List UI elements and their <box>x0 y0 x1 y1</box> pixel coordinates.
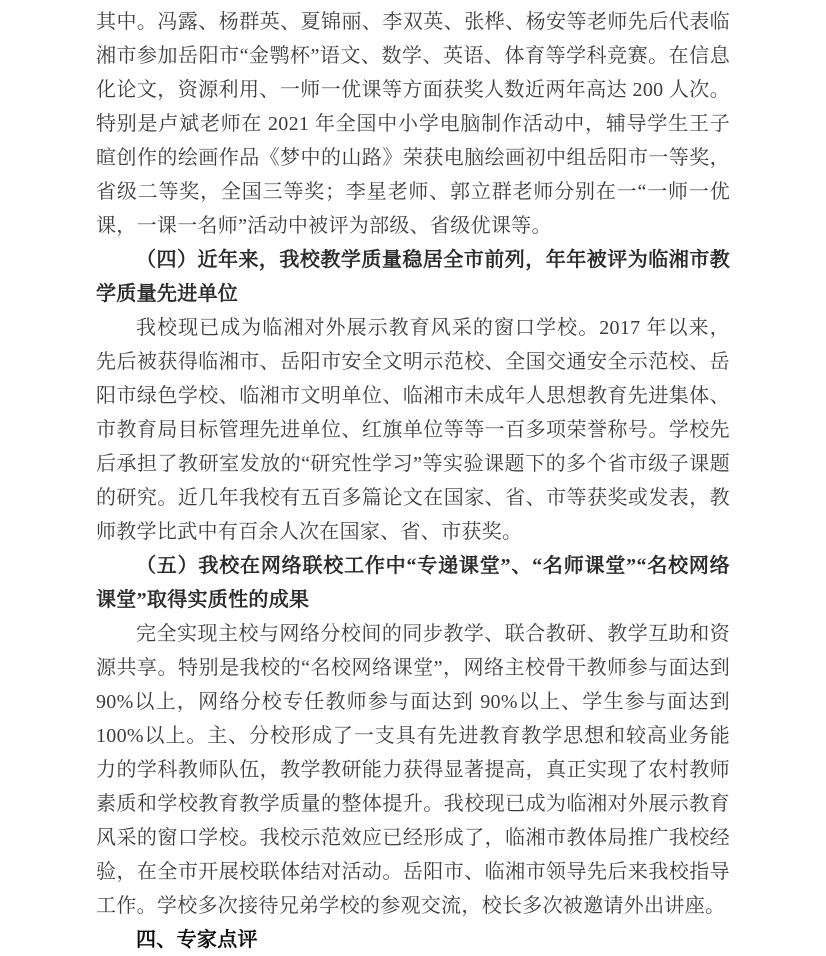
paragraph-school-honors: 我校现已成为临湘对外展示教育风采的窗口学校。2017 年以来，先后被获得临湘市、岳阳市安全文明示范校、全国交通安全示范校、岳阳市绿色学校、临湘市文明单位、临湘市未成年人思想教育先进集体、市教育局目标管理先进单位、红旗单位等等一百多项荣誉称号。学校先后承担了教研室发放的“研究性学习”等实验课题下的多个省市级子课题的研究。近几年我校有五百多篇论文在国家、省、市等获奖或发表，教师教学比武中有百余人次在国家、省、市获奖。 <box>96 317 730 543</box>
heading-section-four-teaching-quality: （四）近年来，我校教学质量稳居全市前列，年年被评为临湘市教学质量先进单位 <box>96 249 730 305</box>
heading-expert-comments: 四、专家点评 <box>136 929 258 951</box>
heading-section-five-network-school: （五）我校在网络联校工作中“专递课堂”、“名师课堂”“名校网络课堂”取得实质性的成果 <box>96 555 730 611</box>
paragraph-teacher-awards-continuation: 其中。冯露、杨群英、夏锦丽、李双英、张桦、杨安等老师先后代表临湘市参加岳阳市“金鹗杯”语文、数学、英语、体育等学科竞赛。在信息化论文，资源利用、一师一优课等方面获奖人数近两年高达 200 人次。特别是卢斌老师在 2021 年全国中小学电脑制作活动中，辅导学生王子暄创作的绘画作品《梦中的山路》荣获电脑绘画初中组岳阳市一等奖，省级二等奖，全国三等奖；李星老师、郭立群老师分别在一“一师一优课，一课一名师”活动中被评为部级、省级优课等。 <box>96 11 730 237</box>
paragraph-network-school-results: 完全实现主校与网络分校间的同步教学、联合教研、教学互助和资源共享。特别是我校的“名校网络课堂”，网络主校骨干教师参与面达到 90%以上，网络分校专任教师参与面达到 90%以上、学生参与面达到 100%以上。主、分校形成了一支具有先进教育教学思想和较高业务能力的学科教师队伍，教学教研能力获得显著提高，真正实现了农村教师素质和学校教育教学质量的整体提升。我校现已成为临湘对外展示教育风采的窗口学校。我校示范效应已经形成了，临湘市教体局推广我校经验，在全市开展校联体结对活动。岳阳市、临湘市领导先后来我校指导工作。学校多次接待兄弟学校的参观交流，校长多次被邀请外出讲座。 <box>96 623 730 917</box>
